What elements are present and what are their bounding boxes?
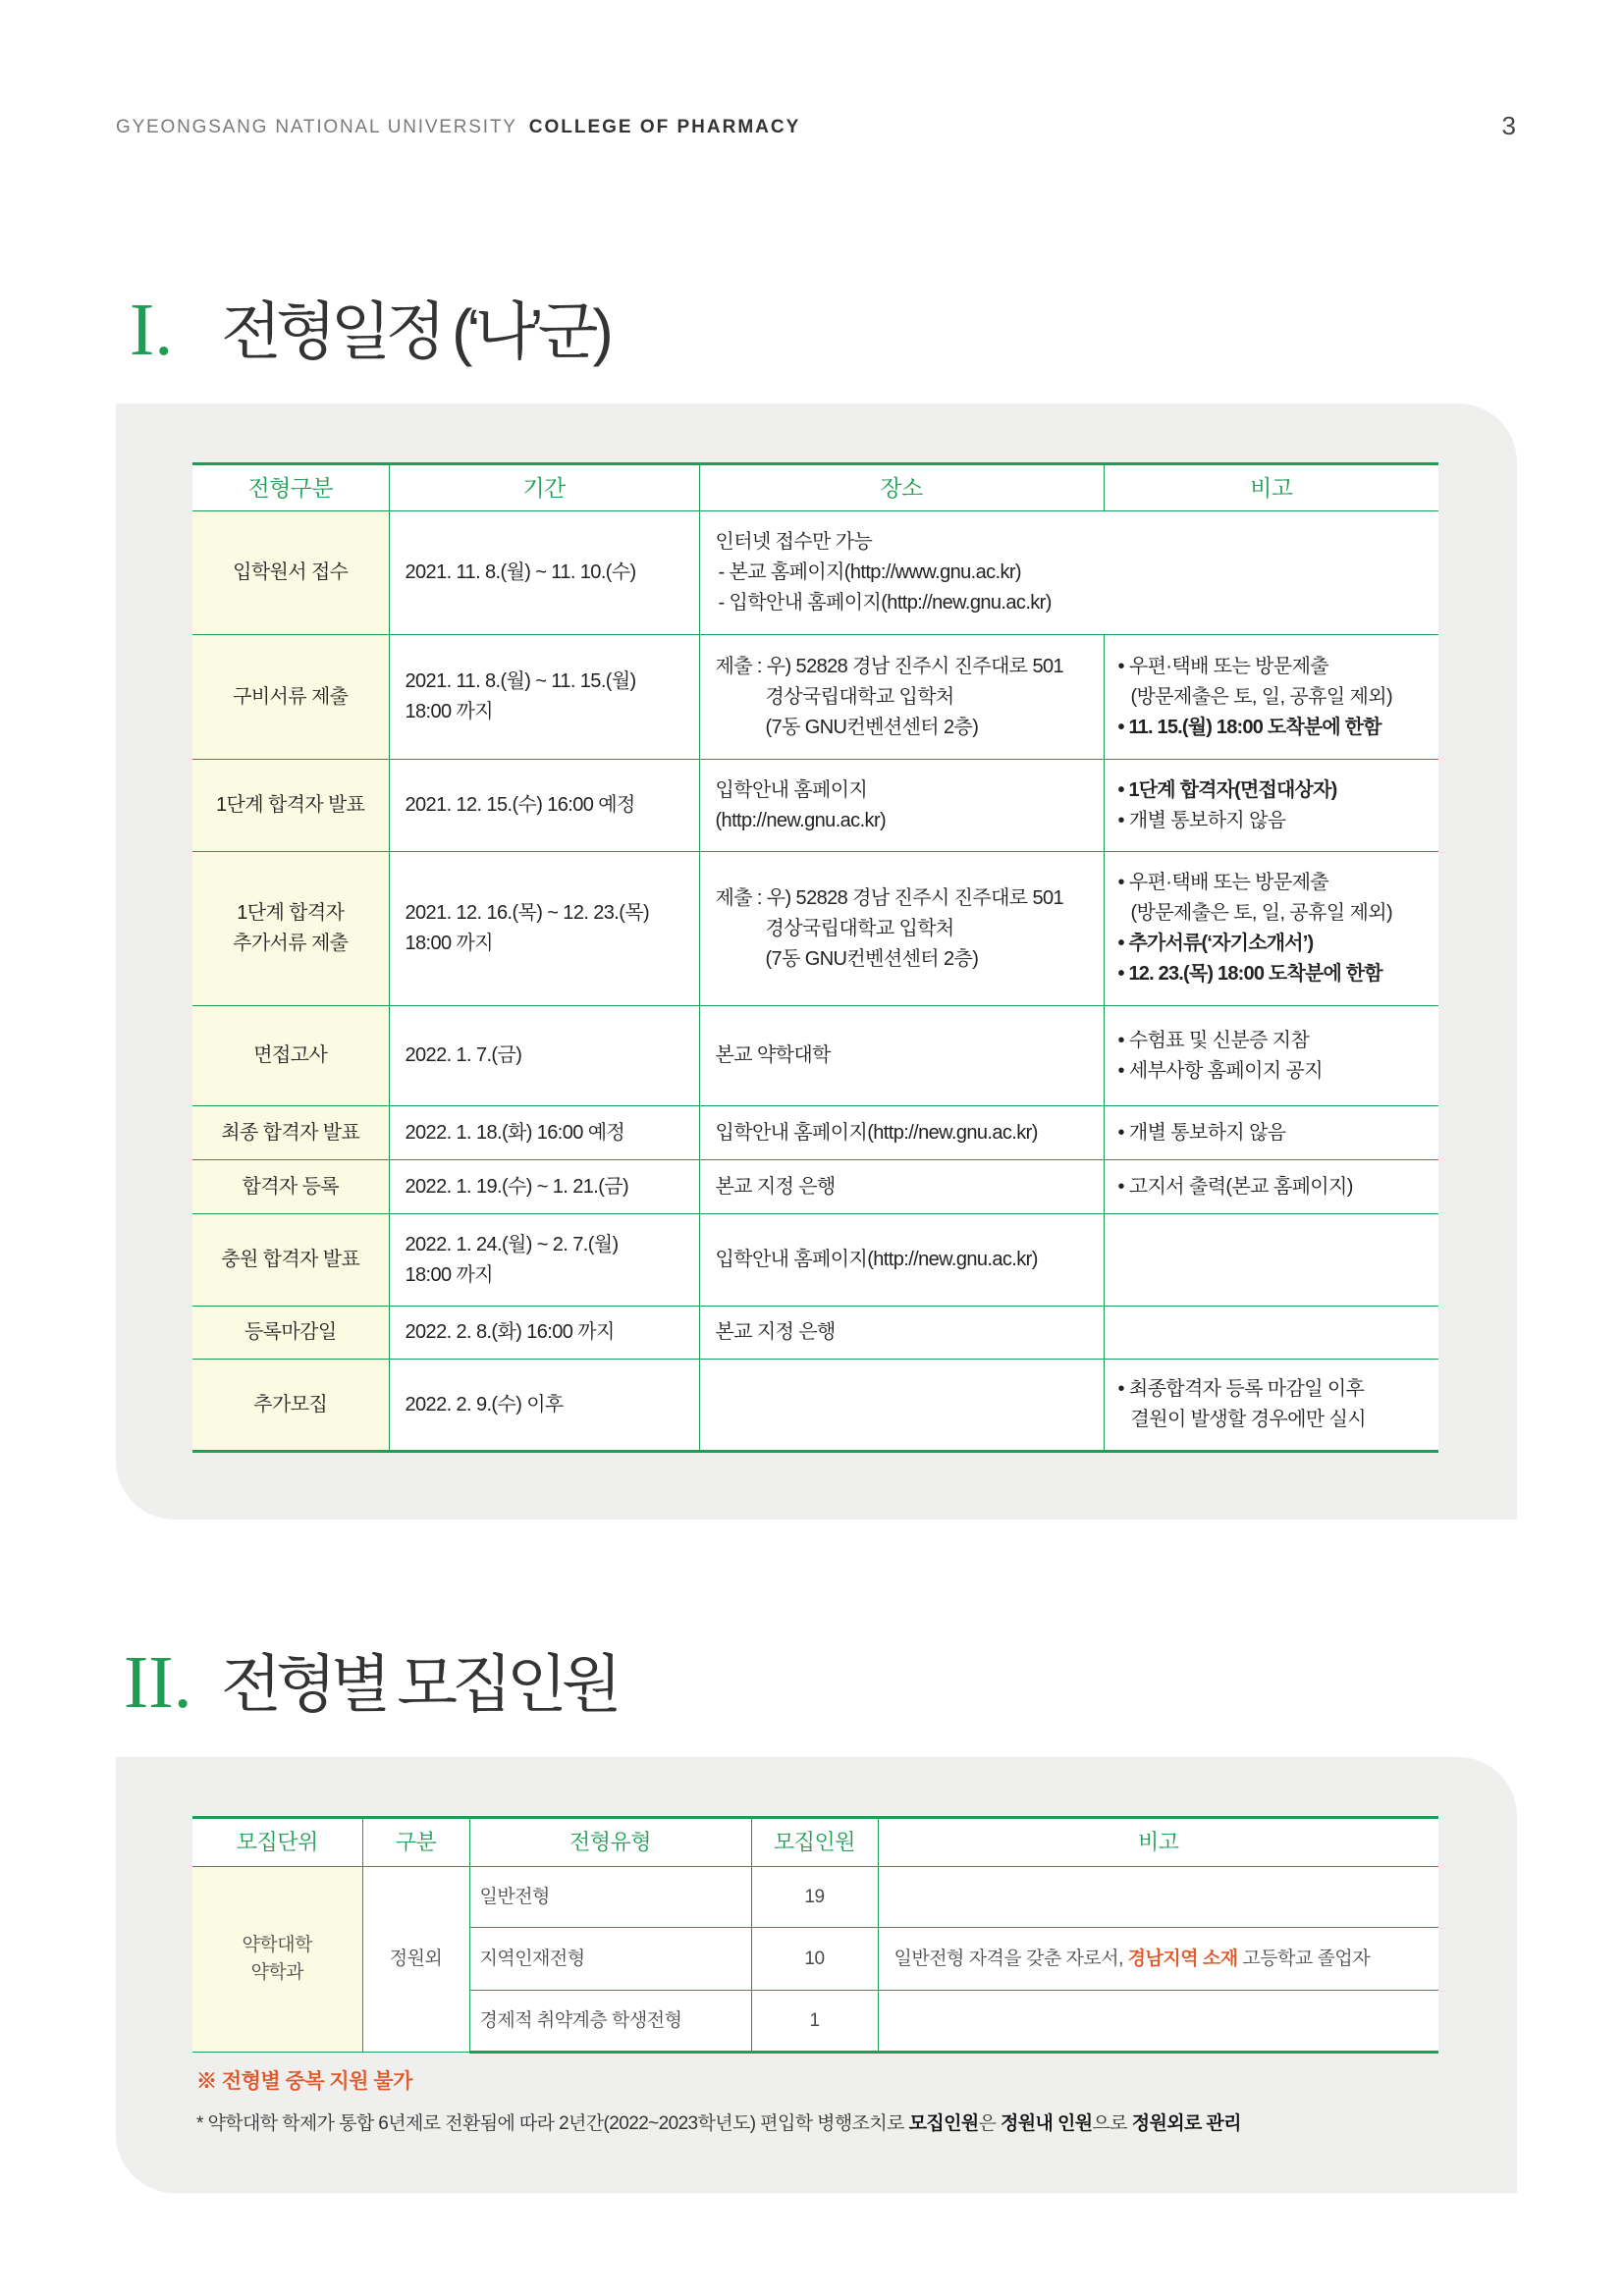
table-row	[192, 635, 1438, 760]
period-text: 18:00 까지	[405, 1263, 493, 1286]
period-text: 2021. 11. 8.(월) ~ 11. 10.(수)	[405, 561, 636, 583]
column-header-unit: 모집단위	[192, 1818, 362, 1867]
highlight-text: 경남지역 소재	[1127, 1948, 1238, 1969]
category-cell	[192, 1006, 389, 1106]
table-row	[192, 511, 1438, 635]
note-text: • 1단계 합격자(면접대상자)	[1117, 778, 1337, 801]
place-text: 입학안내 홈페이지(http://new.gnu.ac.kr)	[715, 1121, 1038, 1144]
period-cell	[389, 1160, 699, 1214]
period-cell	[389, 1214, 699, 1307]
period-text: 2021. 12. 15.(수) 16:00 예정	[405, 794, 635, 816]
place-cell	[699, 1360, 1104, 1452]
unit-cell	[192, 1867, 362, 2053]
category-label: 등록마감일	[244, 1321, 337, 1343]
period-cell	[389, 511, 699, 635]
column-header-category: 전형구분	[192, 464, 389, 511]
place-text: 경상국립대학교 입학처	[765, 685, 954, 708]
table-row	[192, 1160, 1438, 1214]
note-cell	[1104, 1360, 1438, 1452]
period-text: 2022. 1. 24.(월) ~ 2. 7.(월)	[405, 1233, 619, 1255]
note-cell	[1104, 635, 1438, 760]
note-text: (방문제출은 토, 일, 공휴일 제외)	[1130, 902, 1393, 924]
duplicate-application-warning: ※ 전형별 중복 지원 불가	[196, 2070, 412, 2093]
period-cell	[389, 1360, 699, 1452]
place-text: 본교 약학대학	[715, 1044, 831, 1066]
place-text: 인터넷 접수만 가능	[715, 531, 873, 553]
place-cell	[699, 1106, 1104, 1160]
category-label: 구비서류 제출	[233, 685, 349, 708]
note-text: • 11. 15.(월) 18:00 도착분에 한함	[1117, 716, 1381, 738]
note-text: • 최종합격자 등록 마감일 이후	[1117, 1378, 1365, 1400]
category-label: 면접고사	[253, 1044, 328, 1066]
count-cell	[751, 1928, 878, 1991]
period-text: 18:00 까지	[405, 701, 493, 722]
place-text: 경상국립대학교 입학처	[765, 917, 954, 939]
category-cell	[192, 1360, 389, 1452]
period-cell	[389, 1106, 699, 1160]
period-text: 2022. 1. 18.(화) 16:00 예정	[405, 1121, 625, 1144]
period-text: 2021. 12. 16.(목) ~ 12. 23.(목)	[405, 902, 650, 924]
note-cell	[1104, 1106, 1438, 1160]
category-cell	[192, 635, 389, 760]
note-text: • 추가서류(‘자기소개서’)	[1117, 933, 1314, 954]
period-text: 2021. 11. 8.(월) ~ 11. 15.(월)	[405, 670, 636, 692]
note-cell	[1104, 852, 1438, 1006]
footnote-bold: 정원외로 관리	[1131, 2113, 1241, 2134]
period-text: 2022. 1. 7.(금)	[405, 1044, 522, 1066]
type-label: 경제적 취약계층 학생전형	[479, 2009, 682, 2031]
count-value: 19	[804, 1886, 825, 1907]
table-row	[192, 760, 1438, 852]
note-text: (방문제출은 토, 일, 공휴일 제외)	[1130, 685, 1393, 708]
period-cell	[389, 852, 699, 1006]
category-label: 1단계 합격자	[237, 902, 345, 924]
category-label: 최종 합격자 발표	[221, 1121, 360, 1144]
period-text: 2022. 2. 9.(수) 이후	[405, 1393, 564, 1415]
note-text: 결원이 발생할 경우에만 실시	[1130, 1409, 1367, 1430]
category-label: 충원 합격자 발표	[221, 1249, 360, 1270]
column-header-division: 구분	[362, 1818, 469, 1867]
count-value: 1	[809, 2009, 820, 2031]
page-number: 3	[1501, 111, 1516, 140]
university-name: GYEONGSANG NATIONAL UNIVERSITY	[116, 117, 517, 137]
place-cell	[699, 1006, 1104, 1106]
section1-title: 전형일정 (‘나’군)	[221, 296, 608, 367]
unit-label: 약학과	[250, 1962, 304, 1983]
period-cell	[389, 760, 699, 852]
count-cell	[751, 1991, 878, 2053]
category-cell	[192, 1160, 389, 1214]
period-cell	[389, 1307, 699, 1360]
place-text: - 본교 홈페이지(http://www.gnu.ac.kr)	[718, 561, 1021, 583]
place-text: 입학안내 홈페이지	[715, 778, 868, 801]
section1-numeral: I.	[130, 289, 174, 371]
column-header-count: 모집인원	[751, 1818, 878, 1867]
column-header-note: 비고	[878, 1818, 1438, 1867]
note-cell	[1104, 1006, 1438, 1106]
footnote-bold: 모집인원	[908, 2113, 979, 2134]
note-text: • 우편·택배 또는 방문제출	[1117, 872, 1329, 893]
note-text: • 개별 통보하지 않음	[1117, 809, 1286, 831]
period-cell	[389, 635, 699, 760]
table-row	[192, 1360, 1438, 1452]
college-name: COLLEGE OF PHARMACY	[528, 117, 801, 137]
category-label: 합격자 등록	[242, 1175, 340, 1198]
place-cell	[699, 1307, 1104, 1360]
category-cell	[192, 1307, 389, 1360]
note-cell	[1104, 760, 1438, 852]
note-text: • 고지서 출력(본교 홈페이지)	[1117, 1175, 1353, 1198]
footnote-bold: 정원내 인원	[1001, 2113, 1093, 2134]
place-text: 제출 : 우) 52828 경남 진주시 진주대로 501	[715, 655, 1064, 677]
table-row	[192, 852, 1438, 1006]
period-text: 2022. 1. 19.(수) ~ 1. 21.(금)	[405, 1175, 629, 1198]
schedule-table	[192, 462, 1438, 1453]
note-cell	[1104, 1214, 1438, 1307]
count-value: 10	[804, 1948, 825, 1969]
note-text: • 우편·택배 또는 방문제출	[1117, 655, 1329, 677]
place-text: 본교 지정 은행	[715, 1175, 836, 1198]
table-row	[192, 1214, 1438, 1307]
note-cell	[1104, 1160, 1438, 1214]
note-text: • 세부사항 홈페이지 공지	[1117, 1059, 1323, 1082]
place-cell	[699, 852, 1104, 1006]
period-text: 18:00 까지	[405, 933, 493, 954]
note-cell	[878, 1867, 1438, 1928]
table-header-row	[192, 1818, 1438, 1867]
running-header	[116, 114, 800, 141]
table-row	[192, 1006, 1438, 1106]
table-row	[192, 1106, 1438, 1160]
place-cell	[699, 760, 1104, 852]
category-label: 추가서류 제출	[233, 933, 349, 954]
place-text: (http://new.gnu.ac.kr)	[715, 809, 887, 831]
place-text: 입학안내 홈페이지(http://new.gnu.ac.kr)	[715, 1249, 1038, 1270]
category-cell	[192, 760, 389, 852]
category-cell	[192, 852, 389, 1006]
period-cell	[389, 1006, 699, 1106]
place-cell	[699, 1214, 1104, 1307]
place-text: 제출 : 우) 52828 경남 진주시 진주대로 501	[715, 886, 1064, 909]
category-label: 추가모집	[253, 1393, 328, 1415]
note-cell	[878, 1928, 1438, 1991]
column-header-place: 장소	[699, 464, 1104, 511]
category-label: 입학원서 접수	[233, 561, 349, 583]
category-label: 1단계 합격자 발표	[216, 794, 365, 816]
table-header-row	[192, 464, 1438, 511]
section2-numeral: II.	[124, 1641, 192, 1724]
category-cell	[192, 511, 389, 635]
place-cell	[699, 511, 1438, 635]
table-row	[192, 1307, 1438, 1360]
note-cell	[1104, 1307, 1438, 1360]
note-text: • 개별 통보하지 않음	[1117, 1121, 1286, 1144]
place-text: 본교 지정 은행	[715, 1321, 836, 1343]
type-label: 지역인재전형	[479, 1948, 585, 1969]
count-cell	[751, 1867, 878, 1928]
footnote	[196, 2110, 1241, 2138]
note-text: 고등학교 졸업자	[1237, 1948, 1371, 1969]
section2-title: 전형별 모집인원	[221, 1649, 617, 1720]
category-cell	[192, 1106, 389, 1160]
place-text: - 입학안내 홈페이지(http://new.gnu.ac.kr)	[718, 592, 1052, 614]
place-cell	[699, 635, 1104, 760]
place-text: (7동 GNU컨벤션센터 2층)	[765, 716, 979, 738]
table-row	[192, 1867, 1438, 1928]
unit-label: 약학대학	[242, 1935, 312, 1955]
column-header-period: 기간	[389, 464, 699, 511]
note-text: • 12. 23.(목) 18:00 도착분에 한함	[1117, 963, 1382, 985]
place-text: (7동 GNU컨벤션센터 2층)	[765, 947, 979, 970]
footnote-text: 으로	[1092, 2113, 1132, 2134]
quota-table	[192, 1816, 1438, 2054]
note-text: • 수험표 및 신분증 지참	[1117, 1029, 1310, 1051]
type-label: 일반전형	[479, 1886, 550, 1907]
type-cell	[469, 1928, 751, 1991]
column-header-type: 전형유형	[469, 1818, 751, 1867]
footnote-text: 은	[978, 2113, 1001, 2134]
note-text: 일반전형 자격을 갖춘 자로서,	[893, 1948, 1128, 1969]
footnote-text: * 약학대학 학제가 통합 6년제로 전환됨에 따라 2년간(2022~2023학년도) 편입학 병행조치로	[196, 2113, 909, 2134]
place-cell	[699, 1160, 1104, 1214]
column-header-note: 비고	[1104, 464, 1438, 511]
division-label: 정원외	[389, 1949, 443, 1969]
category-cell	[192, 1214, 389, 1307]
division-cell	[362, 1867, 469, 2053]
type-cell	[469, 1991, 751, 2053]
note-cell	[878, 1991, 1438, 2053]
period-text: 2022. 2. 8.(화) 16:00 까지	[405, 1321, 615, 1343]
type-cell	[469, 1867, 751, 1928]
